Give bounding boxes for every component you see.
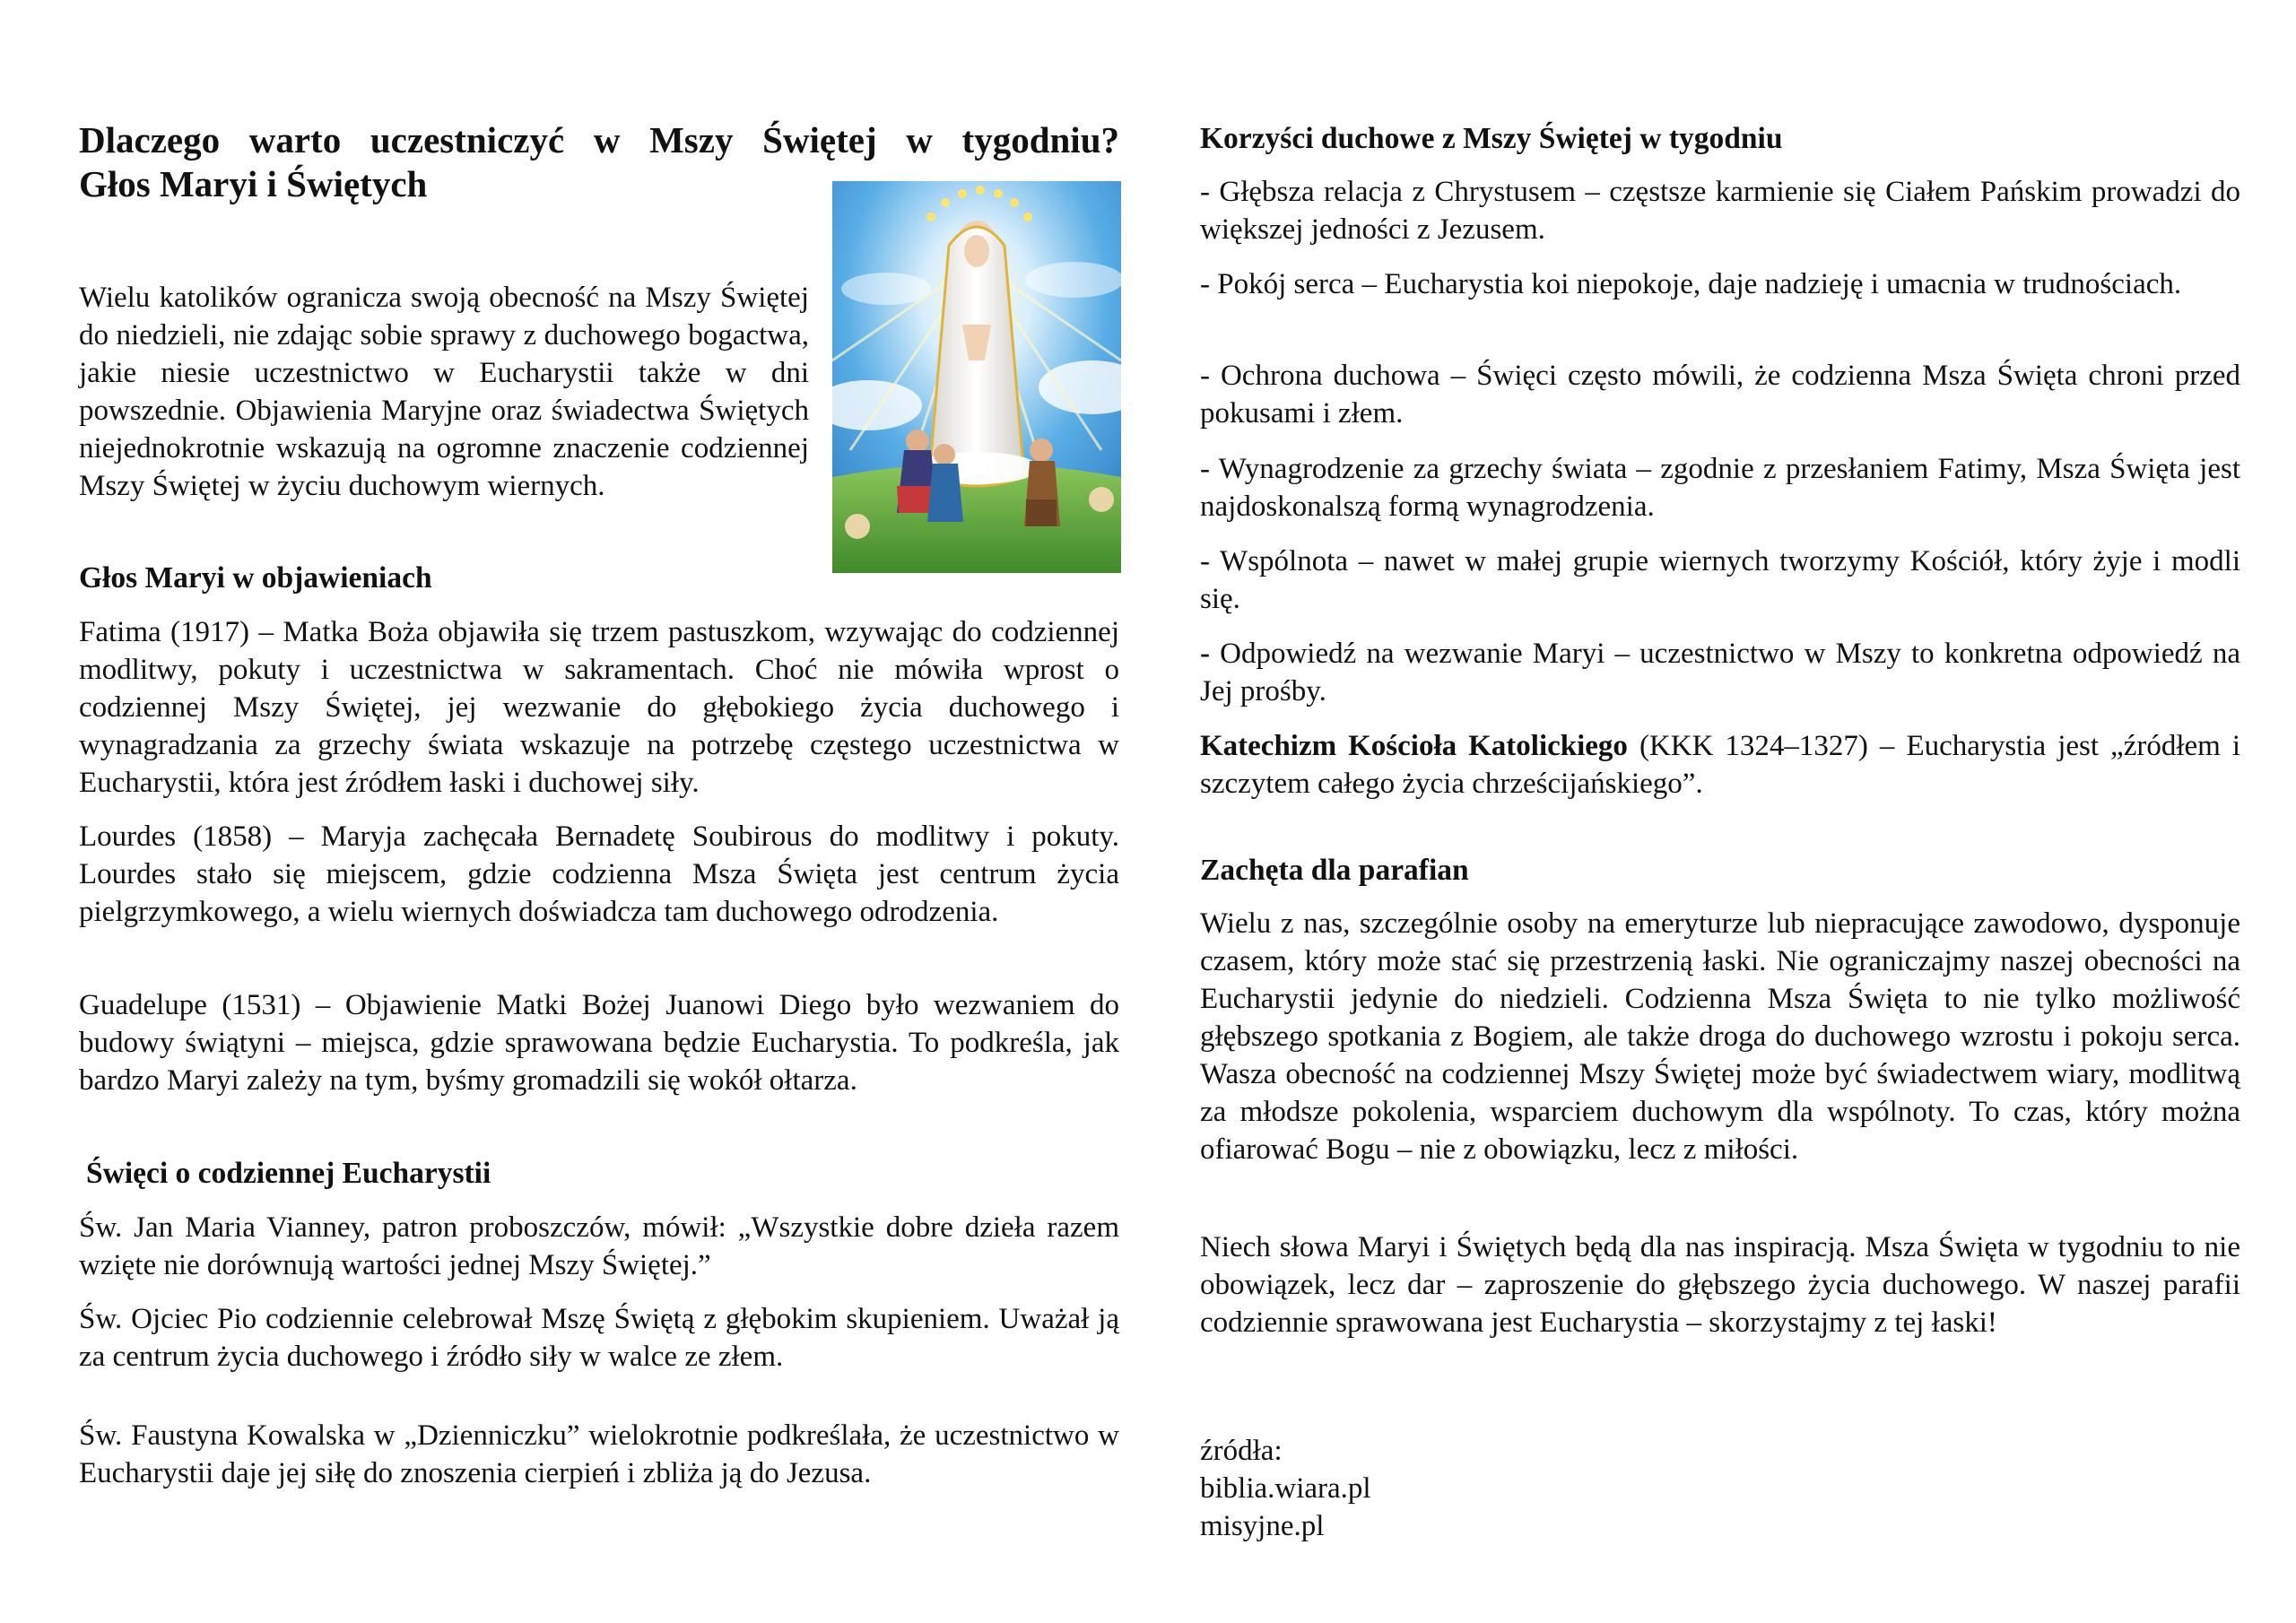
benefit-reparation: - Wynagrodzenie za grzechy świata – zgodnie z przesłaniem Fatimy, Msza Święta jest najdoskonalszą formą wynagrodzenia. [1200, 453, 2240, 523]
benefit-protection: - Ochrona duchowa – Święci często mówili, że codzienna Msza Święta chroni przed pokusami i złem. [1200, 360, 2240, 430]
intro-paragraph: Wielu katolików ogranicza swoją obecność na Mszy Świętej do niedzieli, nie zdając sobie sprawy z duchowego bogactwa, jakie niesie uczestnictwo w Eucharystii także w dni powszednie. Objawienia Maryjne oraz świadectwa Świętych niejednokrotnie wskazują na ogromne znaczenie codziennej Mszy Świętej w życiu duchowym wiernych. [79, 282, 809, 502]
paragraph-vianney: Św. Jan Maria Vianney, patron proboszczów, mówił: „Wszystkie dobre dzieła razem wzięte nie dorównują wartości jednej Mszy Świętej.” [79, 1211, 1119, 1281]
catechism-text: (KKK 1324–1327) – Eucharystia jest „źródłem i szczytem całego życia chrześcijańskiego”. [1200, 730, 2240, 800]
paragraph-faustyna: Św. Faustyna Kowalska w „Dzienniczku” wielokrotnie podkreślała, że uczestnictwo w Eucharystii daje jej siłę do znoszenia cierpień i zbliża ją do Jezusa. [79, 1419, 1119, 1489]
benefit-peace: - Pokój serca – Eucharystia koi niepokoje, daje nadzieję i umacnia w trudnościach. [1200, 268, 2182, 300]
benefit-response [1200, 635, 2240, 710]
benefit-response-dash: - [1200, 638, 1210, 670]
heading-benefits: Korzyści duchowe z Mszy Świętej w tygodniu [1200, 122, 1783, 155]
paragraph-catechism [1200, 727, 2240, 803]
catechism-title: Katechizm Kościoła Katolickiego [1200, 730, 1628, 762]
paragraph-fatima: Fatima (1917) – Matka Boża objawiła się trzem pastuszkom, wzywając do codziennej modlitwy, pokuty i uczestnictwa w sakramentach. Choć nie mówiła wprost o codziennej Mszy Świętej, jej wezwanie do głębokiego życia duchowego i wynagradzania za grzechy świata wskazuje na potrzebę częstego uczestnictwa w Eucharystii, która jest źródłem łaski i duchowej siły. [79, 616, 1119, 799]
fatima-illustration [832, 181, 1121, 573]
benefit-community: - Wspólnota – nawet w małej grupie wiernych tworzymy Kościół, który żyje i modli się. [1200, 545, 2240, 615]
benefit-relationship: - Głębsza relacja z Chrystusem – częstsze karmienie się Ciałem Pańskim prowadzi do większej jedności z Jezusem. [1200, 176, 2240, 246]
heading-saints: Święci o codziennej Eucharystii [86, 1157, 491, 1190]
heading-mary-apparitions: Głos Maryi w objawieniach [79, 561, 432, 595]
title-line-1: Dlaczego warto uczestniczyć w Mszy Świętej w tygodniu? [79, 119, 1119, 161]
title-line-2: Głos Maryi i Świętych [79, 163, 428, 204]
paragraph-encouragement-1: Wielu z nas, szczególnie osoby na emeryturze lub niepracujące zawodowo, dysponuje czasem, który może stać się przestrzenią łaski. Nie ograniczajmy naszej obecności na Eucharystii jedynie do niedzieli. Codzienna Msza Święta to nie tylko możliwość głębszego spotkania z Bogiem, ale także droga do duchowego wzrostu i pokoju serca. Wasza obecność na codziennej Mszy Świętej może być świadectwem wiary, modlitwą za młodsze pokolenia, wsparciem duchowym dla wspólnoty. To czas, który można ofiarować Bogu – nie z obowiązku, lecz z miłości. [1200, 907, 2240, 1166]
paragraph-encouragement-2: Niech słowa Maryi i Świętych będą dla nas inspiracją. Msza Święta w tygodniu to nie obowiązek, lecz dar – zaproszenie do głębszego życia duchowego. W naszej parafii codziennie sprawowana jest Eucharystia – skorzystajmy z tej łaski! [1200, 1231, 2240, 1339]
paragraph-lourdes: Lourdes (1858) – Maryja zachęcała Bernadetę Soubirous do modlitwy i pokuty. Lourdes stało się miejscem, gdzie codzienna Msza Święta jest centrum życia pielgrzymkowego, a wielu wiernych doświadcza tam duchowego odrodzenia. [79, 820, 1119, 928]
sources-label: źródła: [1200, 1435, 1283, 1467]
benefit-response-text: Odpowiedź na wezwanie Maryi – uczestnictwo w Mszy to konkretna odpowiedź na Jej prośby. [1200, 638, 2240, 707]
source-link-biblia[interactable]: biblia.wiara.pl [1200, 1472, 1371, 1505]
paragraph-pio: Św. Ojciec Pio codziennie celebrował Mszę Świętą z głębokim skupieniem. Uważał ją za centrum życia duchowego i źródło siły w walce ze złem. [79, 1303, 1119, 1373]
sources-list [1200, 1432, 1371, 1545]
paragraph-guadalupe: Guadelupe (1531) – Objawienie Matki Bożej Juanowi Diego było wezwaniem do budowy świątyni – miejsca, gdzie sprawowana będzie Eucharystia. To podkreśla, jak bardzo Maryi zależy na tym, byśmy gromadzili się wokół ołtarza. [79, 989, 1119, 1097]
heading-encouragement: Zachęta dla parafian [1200, 854, 1469, 887]
source-link-misyjne[interactable]: misyjne.pl [1200, 1510, 1325, 1542]
